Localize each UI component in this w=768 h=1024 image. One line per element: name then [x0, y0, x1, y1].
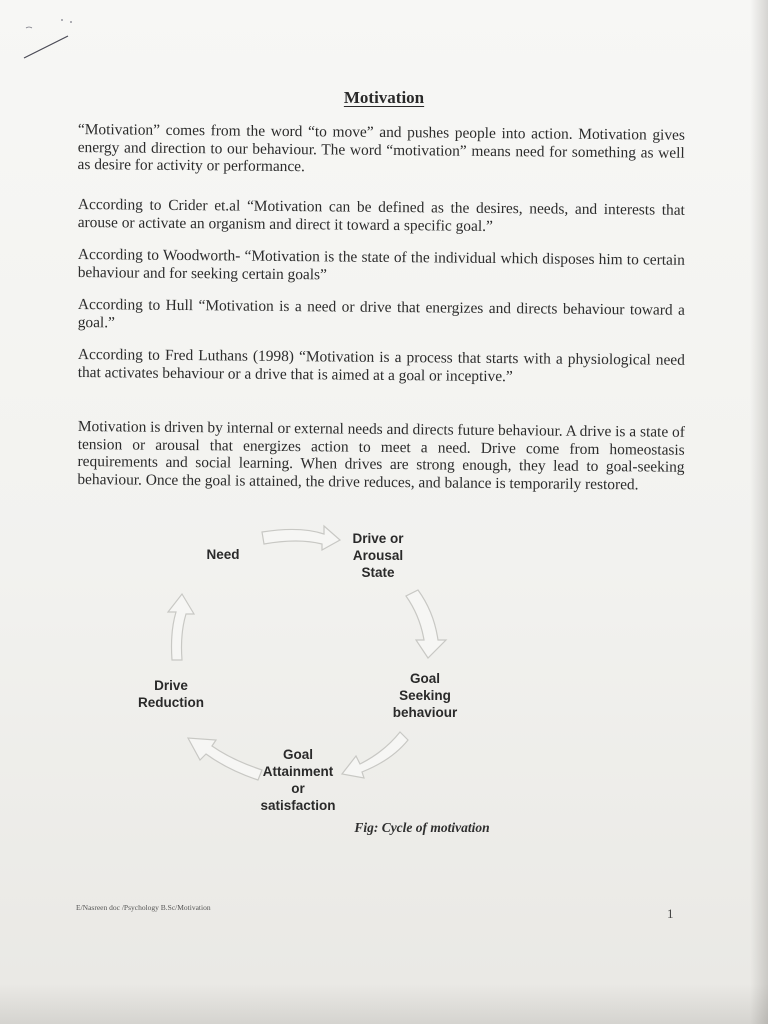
document-title: [0, 88, 768, 108]
figure-caption-text: Fig: Cycle of motivation: [354, 820, 490, 835]
arrow-goal-seeking-to-attainment: [342, 732, 408, 778]
arrow-reduction-to-need: [168, 594, 194, 660]
arrow-need-to-drive: [262, 526, 340, 550]
node-drive-arousal-state: Drive or Arousal State: [352, 531, 404, 580]
figure-caption: [0, 820, 768, 836]
node-need: Need: [206, 547, 240, 562]
paragraph-drive-explanation: Motivation is driven by internal or external needs and directs future behaviour. A drive is a state of tension or arousal that energizes action to meet a need. Drive come from homeostasis requirements and social learning. When drives are strong enough, they lead to goal-seeking behaviour. Once the goal is attained, the drive reduces, and balance is temporarily restored.: [77, 418, 685, 493]
page-edge-shadow: [750, 0, 768, 1024]
motivation-cycle-diagram: [0, 520, 768, 850]
page-bottom-shadow: [0, 984, 768, 1024]
paragraph-crider: According to Crider et.al “Motivation can be defined as the desires, needs, and interests that arouse or activate an organism and direct it toward a specific goal.”: [77, 196, 685, 235]
node-drive-reduction: Drive Reduction: [138, 678, 204, 710]
paragraph-luthans: According to Fred Luthans (1998) “Motivation is a process that starts with a physiological need that activates behaviour or a drive that is aimed at a goal or inceptive.”: [77, 346, 685, 385]
paragraph-woodworth: According to Woodworth- “Motivation is the state of the individual which disposes him to certain behaviour and for seeking certain goals”: [77, 246, 685, 283]
node-goal-attainment: Goal Attainment or satisfaction: [260, 747, 336, 813]
paragraph-hull: According to Hull “Motivation is a need or drive that energizes and directs behaviour toward a goal.”: [77, 296, 685, 331]
arrow-drive-to-goal-seeking: [406, 590, 446, 658]
page-number: 1: [667, 906, 674, 921]
footer-path: E/Nasreen doc /Psychology B.Sc/Motivation: [76, 903, 211, 912]
node-goal-seeking-behaviour: Goal Seeking behaviour: [392, 671, 458, 720]
document-title-text: Motivation: [343, 88, 425, 107]
paragraph-definition: “Motivation” comes from the word “to move” and pushes people into action. Motivation gives energy and direction to our behaviour. The word “motivation” means need for something as well as desire for activity or performance.: [77, 121, 685, 176]
pen-mark-icon: [18, 14, 78, 64]
